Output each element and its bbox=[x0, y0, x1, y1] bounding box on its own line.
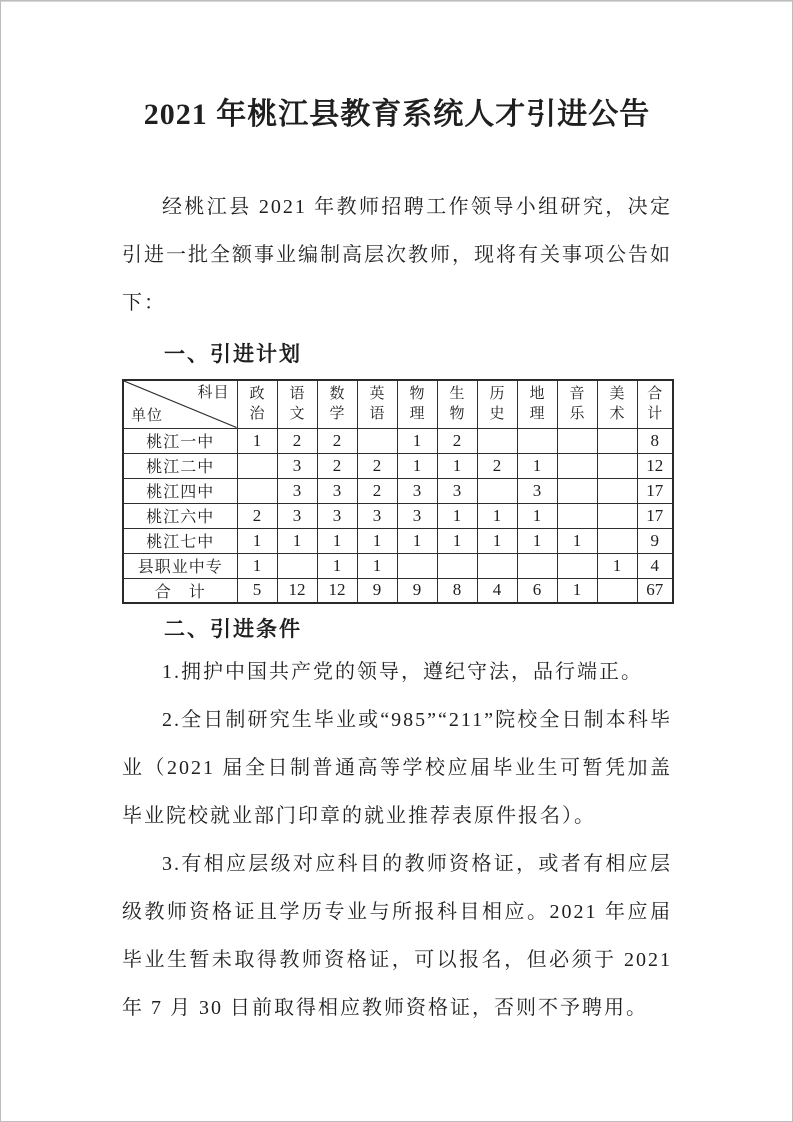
value-cell bbox=[557, 453, 597, 478]
value-cell: 1 bbox=[517, 503, 557, 528]
value-cell: 2 bbox=[317, 428, 357, 453]
unit-cell: 桃江二中 bbox=[123, 453, 237, 478]
condition-item-1: 1.拥护中国共产党的领导，遵纪守法，品行端正。 bbox=[162, 661, 643, 683]
value-cell: 17 bbox=[637, 503, 673, 528]
value-cell: 2 bbox=[277, 428, 317, 453]
value-cell: 2 bbox=[317, 453, 357, 478]
value-cell: 2 bbox=[357, 453, 397, 478]
value-cell: 3 bbox=[317, 503, 357, 528]
value-cell bbox=[597, 503, 637, 528]
value-cell: 1 bbox=[597, 553, 637, 578]
value-cell: 2 bbox=[477, 453, 517, 478]
value-cell bbox=[557, 503, 597, 528]
unit-cell: 桃江四中 bbox=[123, 478, 237, 503]
value-cell: 1 bbox=[237, 428, 277, 453]
value-cell: 3 bbox=[277, 503, 317, 528]
table-total-row bbox=[123, 578, 673, 603]
value-cell bbox=[277, 553, 317, 578]
value-cell: 1 bbox=[557, 578, 597, 603]
value-cell: 3 bbox=[397, 503, 437, 528]
column-header-cell bbox=[517, 380, 557, 428]
value-cell: 4 bbox=[477, 578, 517, 603]
column-header-label: 音乐 bbox=[569, 386, 585, 423]
value-cell: 1 bbox=[517, 453, 557, 478]
column-header-cell bbox=[397, 380, 437, 428]
value-cell bbox=[597, 453, 637, 478]
value-cell: 1 bbox=[397, 453, 437, 478]
recruitment-plan-table bbox=[122, 379, 674, 604]
value-cell: 3 bbox=[277, 478, 317, 503]
value-cell: 9 bbox=[357, 578, 397, 603]
value-cell: 12 bbox=[277, 578, 317, 603]
value-cell: 1 bbox=[477, 528, 517, 553]
document-content bbox=[122, 1, 672, 1032]
value-cell: 2 bbox=[357, 478, 397, 503]
value-cell bbox=[557, 478, 597, 503]
value-cell bbox=[477, 478, 517, 503]
table-row bbox=[123, 453, 673, 478]
value-cell: 1 bbox=[437, 453, 477, 478]
value-cell: 1 bbox=[437, 503, 477, 528]
value-cell: 3 bbox=[397, 478, 437, 503]
column-header-label: 数学 bbox=[329, 386, 345, 423]
column-header-cell bbox=[477, 380, 517, 428]
document-title: 2021 年桃江县教育系统人才引进公告 bbox=[143, 98, 651, 131]
value-cell: 1 bbox=[477, 503, 517, 528]
value-cell bbox=[597, 428, 637, 453]
table-header-row bbox=[123, 380, 673, 428]
column-header-label: 语文 bbox=[289, 386, 305, 423]
value-cell: 1 bbox=[357, 553, 397, 578]
value-cell bbox=[557, 553, 597, 578]
column-header-label: 政治 bbox=[249, 386, 265, 423]
value-cell: 2 bbox=[237, 503, 277, 528]
column-header-cell bbox=[437, 380, 477, 428]
column-header-cell bbox=[237, 380, 277, 428]
value-cell: 9 bbox=[637, 528, 673, 553]
condition-item-2: 2.全日制研究生毕业或“985”“211”院校全日制本科毕业（2021 届全日制普通高等学校应届毕业生可暂凭加盖毕业院校就业部门印章的就业推荐表原件报名）。 bbox=[122, 709, 672, 827]
value-cell: 3 bbox=[317, 478, 357, 503]
value-cell: 8 bbox=[637, 428, 673, 453]
value-cell bbox=[437, 553, 477, 578]
value-cell: 1 bbox=[237, 553, 277, 578]
value-cell bbox=[557, 428, 597, 453]
value-cell bbox=[237, 453, 277, 478]
value-cell: 4 bbox=[637, 553, 673, 578]
column-header-label: 合计 bbox=[647, 386, 663, 423]
unit-cell: 桃江六中 bbox=[123, 503, 237, 528]
corner-unit-label: 单位 bbox=[131, 407, 164, 424]
value-cell: 12 bbox=[637, 453, 673, 478]
value-cell: 6 bbox=[517, 578, 557, 603]
column-header-label: 物理 bbox=[409, 386, 425, 423]
table-row bbox=[123, 503, 673, 528]
column-header-cell bbox=[277, 380, 317, 428]
value-cell bbox=[477, 428, 517, 453]
column-header-label: 生物 bbox=[449, 386, 465, 423]
unit-cell: 县职业中专 bbox=[123, 553, 237, 578]
value-cell: 1 bbox=[397, 528, 437, 553]
table-body bbox=[123, 380, 673, 603]
value-cell bbox=[517, 428, 557, 453]
value-cell: 9 bbox=[397, 578, 437, 603]
value-cell: 12 bbox=[317, 578, 357, 603]
column-header-cell bbox=[317, 380, 357, 428]
value-cell bbox=[397, 553, 437, 578]
value-cell bbox=[237, 478, 277, 503]
column-header-cell bbox=[597, 380, 637, 428]
column-header-label: 历史 bbox=[489, 386, 505, 423]
corner-subject-label: 科目 bbox=[197, 385, 230, 401]
table-row bbox=[123, 528, 673, 553]
table-row bbox=[123, 478, 673, 503]
value-cell: 2 bbox=[437, 428, 477, 453]
value-cell: 67 bbox=[637, 578, 673, 603]
section-2-heading: 二、引进条件 bbox=[164, 618, 302, 641]
unit-cell: 合 计 bbox=[123, 578, 237, 603]
column-header-cell bbox=[357, 380, 397, 428]
column-header-cell bbox=[557, 380, 597, 428]
value-cell: 1 bbox=[557, 528, 597, 553]
column-header-label: 英语 bbox=[369, 386, 385, 423]
value-cell bbox=[477, 553, 517, 578]
value-cell: 1 bbox=[517, 528, 557, 553]
value-cell: 1 bbox=[397, 428, 437, 453]
intro-paragraph: 经桃江县 2021 年教师招聘工作领导小组研究，决定引进一批全额事业编制高层次教师，现将有关事项公告如下： bbox=[122, 196, 672, 314]
value-cell: 1 bbox=[437, 528, 477, 553]
value-cell: 3 bbox=[437, 478, 477, 503]
value-cell: 3 bbox=[517, 478, 557, 503]
value-cell: 1 bbox=[317, 553, 357, 578]
value-cell: 17 bbox=[637, 478, 673, 503]
condition-item-3: 3.有相应层级对应科目的教师资格证，或者有相应层级教师资格证且学历专业与所报科目相应。2021 年应届毕业生暂未取得教师资格证，可以报名，但必须于 2021 年 7 月 30 日前取得相应教师资格证，否则不予聘用。 bbox=[122, 853, 672, 1019]
column-header-label: 地理 bbox=[529, 386, 545, 423]
value-cell: 8 bbox=[437, 578, 477, 603]
value-cell: 3 bbox=[357, 503, 397, 528]
table-row bbox=[123, 428, 673, 453]
unit-cell: 桃江七中 bbox=[123, 528, 237, 553]
value-cell: 5 bbox=[237, 578, 277, 603]
column-header-cell bbox=[637, 380, 673, 428]
table-corner-cell bbox=[123, 380, 237, 428]
value-cell bbox=[357, 428, 397, 453]
value-cell: 1 bbox=[237, 528, 277, 553]
column-header-label: 美术 bbox=[609, 386, 625, 423]
value-cell bbox=[597, 578, 637, 603]
table-row bbox=[123, 553, 673, 578]
value-cell: 1 bbox=[357, 528, 397, 553]
section-1-heading: 一、引进计划 bbox=[164, 343, 302, 366]
value-cell: 1 bbox=[277, 528, 317, 553]
unit-cell: 桃江一中 bbox=[123, 428, 237, 453]
value-cell: 1 bbox=[317, 528, 357, 553]
value-cell bbox=[517, 553, 557, 578]
value-cell bbox=[597, 528, 637, 553]
value-cell bbox=[597, 478, 637, 503]
value-cell: 3 bbox=[277, 453, 317, 478]
